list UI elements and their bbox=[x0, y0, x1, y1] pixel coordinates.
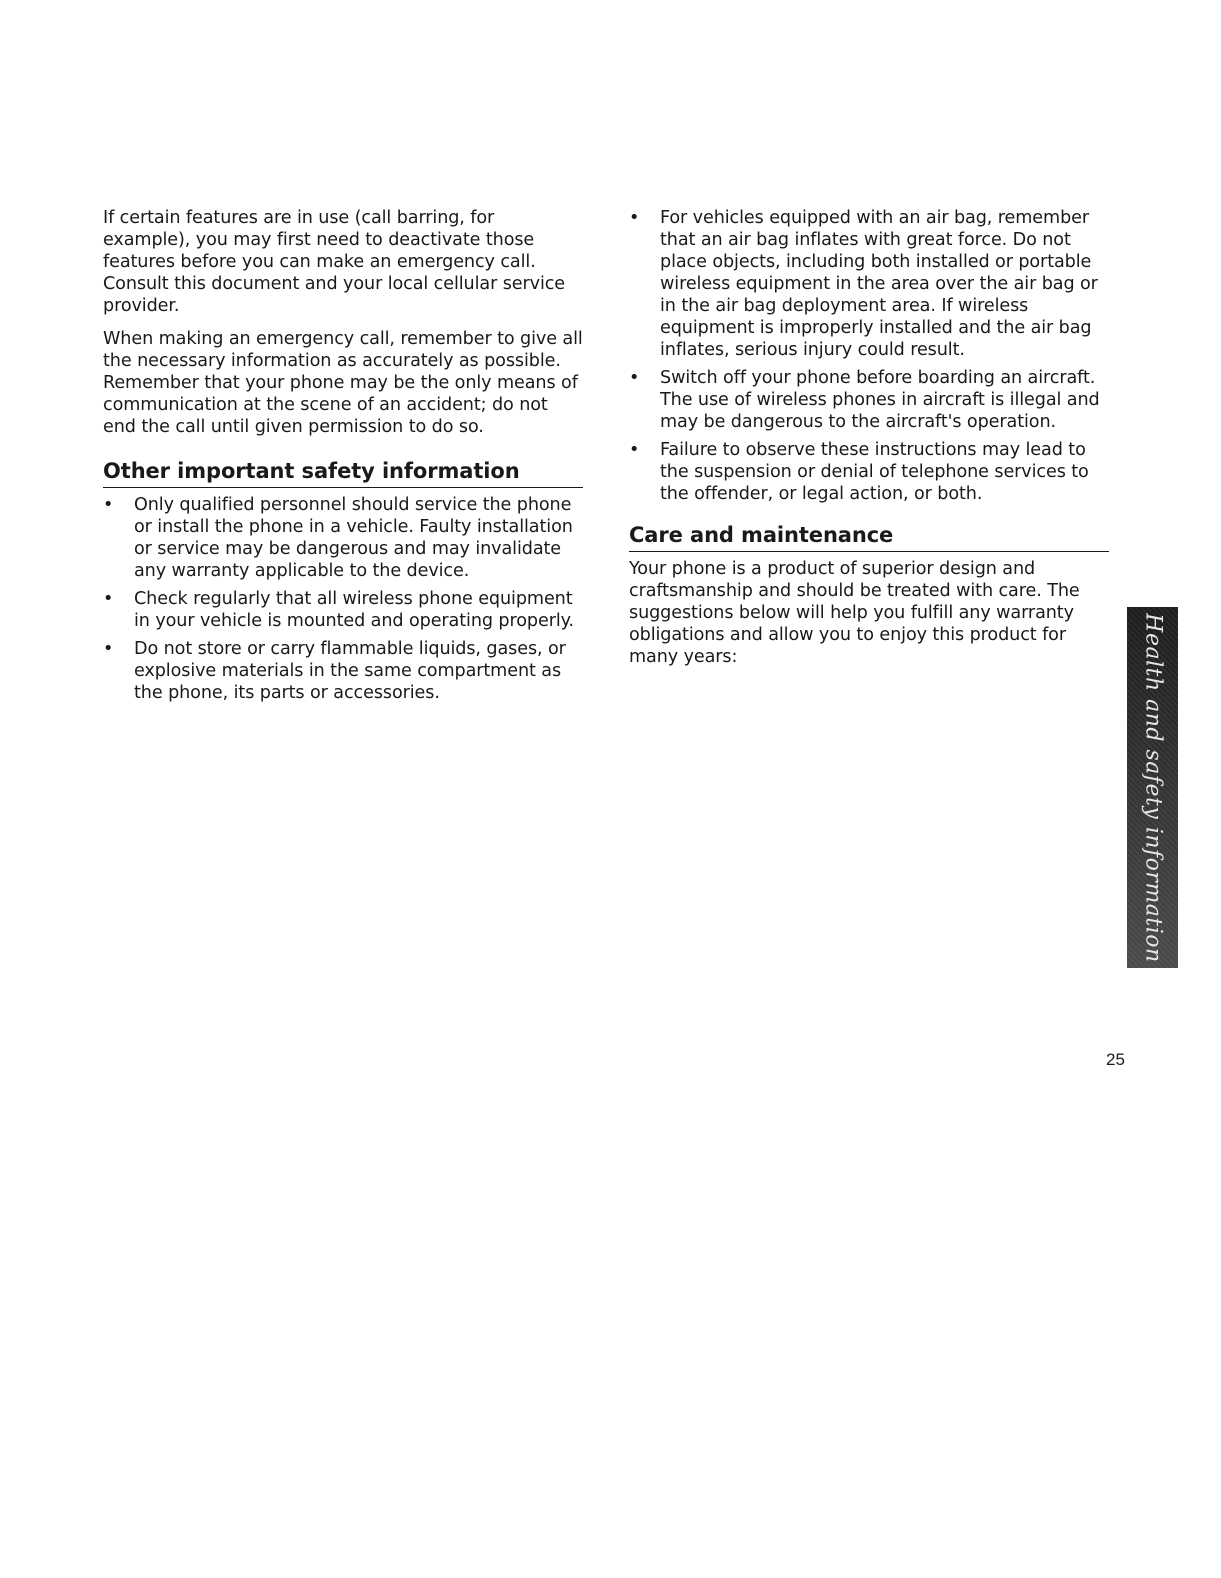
list-item-text: Check regularly that all wireless phone equipment in your vehicle is mounted and operating properly. bbox=[134, 589, 574, 631]
list-item-text: Failure to observe these instructions may lead to the suspension or denial of telephone services to the offender, or legal action, or both. bbox=[660, 440, 1089, 504]
list-item bbox=[103, 638, 583, 704]
heading-other-safety-info: Other important safety information bbox=[103, 458, 583, 488]
paragraph-emergency-call: When making an emergency call, remember to give all the necessary information as accurately as possible. Remember that your phone may be the only means of communication at the scene of an accident; do not end the call until given permission to do so. bbox=[103, 329, 583, 437]
bullet-icon: • bbox=[103, 495, 114, 515]
list-item bbox=[629, 439, 1109, 505]
list-item bbox=[103, 588, 583, 632]
section-side-tab bbox=[1127, 607, 1178, 968]
list-item-text: Only qualified personnel should service the phone or install the phone in a vehicle. Faulty installation or service may be dangerous and may invalidate any warranty applicable to the device. bbox=[134, 495, 573, 581]
paragraph-emergency-features: If certain features are in use (call barring, for example), you may first need to deactivate those features before you can make an emergency call. Consult this document and your local cellular service provider. bbox=[103, 208, 566, 316]
bullet-icon: • bbox=[103, 639, 114, 659]
list-item-text: For vehicles equipped with an air bag, remember that an air bag inflates with great force. Do not place objects, including both installed or portable wireless equipment in the area over the air bag or in the air bag deployment area. If wireless equipment is improperly installed and the air bag inflates, serious injury could result. bbox=[660, 208, 1098, 360]
right-column bbox=[629, 207, 1109, 679]
bullet-icon: • bbox=[103, 589, 114, 609]
paragraph-care-intro: Your phone is a product of superior design and craftsmanship and should be treated with care. The suggestions below will help you fulfill any warranty obligations and allow you to enjoy this product for many years: bbox=[629, 559, 1080, 667]
safety-bullet-list bbox=[103, 494, 583, 704]
list-item bbox=[629, 367, 1109, 433]
bullet-icon: • bbox=[629, 208, 640, 228]
bullet-icon: • bbox=[629, 440, 640, 460]
side-tab-label: Health and safety information bbox=[1140, 612, 1165, 963]
list-item-text: Do not store or carry flammable liquids, gases, or explosive materials in the same compartment as the phone, its parts or accessories. bbox=[134, 639, 566, 703]
heading-care-maintenance: Care and maintenance bbox=[629, 522, 1109, 552]
vehicle-aircraft-bullet-list bbox=[629, 207, 1109, 505]
list-item-text: Switch off your phone before boarding an aircraft. The use of wireless phones in aircraft is illegal and may be dangerous to the aircraft's operation. bbox=[660, 368, 1100, 432]
list-item bbox=[103, 494, 583, 582]
bullet-icon: • bbox=[629, 368, 640, 388]
list-item bbox=[629, 207, 1109, 361]
left-column bbox=[103, 207, 583, 710]
page-number: 25 bbox=[1106, 1050, 1125, 1069]
